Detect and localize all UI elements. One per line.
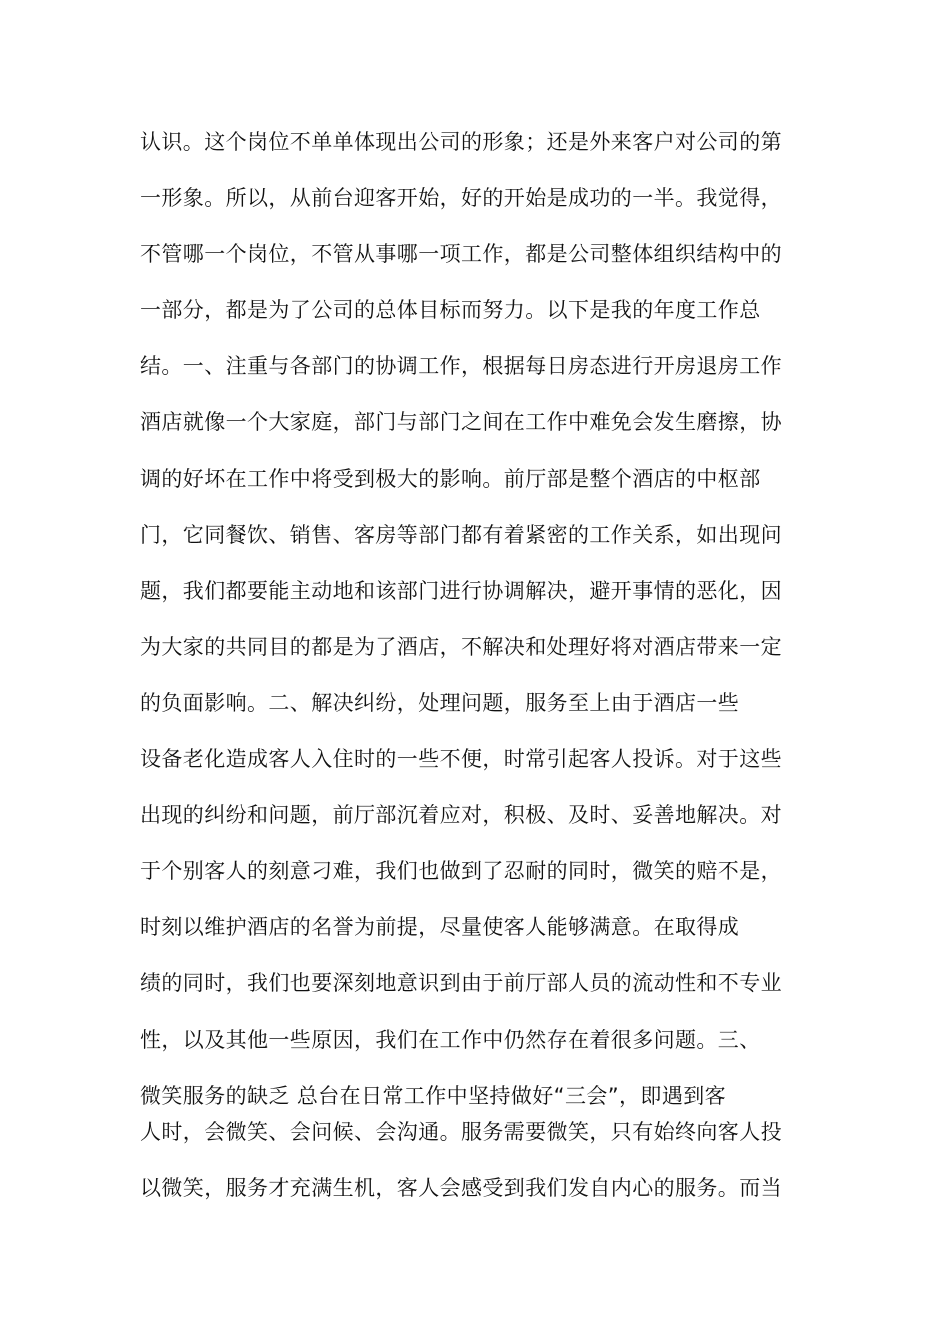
text-line: 不管哪一个岗位，不管从事哪一项工作，都是公司整体组织结构中的 bbox=[140, 242, 782, 267]
text-line: 一部分，都是为了公司的总体目标而努力。以下是我的年度工作总 bbox=[140, 298, 761, 323]
text-line: 绩的同时，我们也要深刻地意识到由于前厅部人员的流动性和不专业 bbox=[140, 971, 782, 996]
text-line: 为大家的共同目的都是为了酒店，不解决和处理好将对酒店带来一定 bbox=[140, 634, 782, 659]
text-line: 人时，会微笑、会问候、会沟通。服务需要微笑，只有始终向客人投 bbox=[140, 1119, 782, 1144]
text-line: 门，它同餐饮、销售、客房等部门都有着紧密的工作关系，如出现问 bbox=[140, 522, 782, 547]
text-line: 的负面影响。二、解决纠纷，处理问题，服务至上由于酒店一些 bbox=[140, 690, 740, 715]
text-line: 以微笑，服务才充满生机，客人会感受到我们发自内心的服务。而当 bbox=[140, 1175, 782, 1200]
text-line: 出现的纠纷和问题，前厅部沉着应对，积极、及时、妥善地解决。对 bbox=[140, 803, 782, 828]
text-line: 微笑服务的缺乏 总台在日常工作中坚持做好“三会”，即遇到客 bbox=[140, 1083, 727, 1108]
text-line: 认识。这个岗位不单单体现出公司的形象；还是外来客户对公司的第 bbox=[140, 130, 782, 154]
text-line: 酒店就像一个大家庭，部门与部门之间在工作中难免会发生磨擦，协 bbox=[140, 410, 782, 435]
body-text bbox=[140, 122, 840, 1224]
text-line: 性，以及其他一些原因，我们在工作中仍然存在着很多问题。三、 bbox=[140, 1027, 761, 1052]
text-line: 结。一、注重与各部门的协调工作，根据每日房态进行开房退房工作 bbox=[140, 354, 782, 379]
text-line: 调的好坏在工作中将受到极大的影响。前厅部是整个酒店的中枢部 bbox=[140, 466, 761, 491]
text-line: 一形象。所以，从前台迎客开始，好的开始是成功的一半。我觉得， bbox=[140, 186, 782, 211]
text-line: 时刻以维护酒店的名誉为前提，尽量使客人能够满意。在取得成 bbox=[140, 915, 740, 940]
text-line: 题，我们都要能主动地和该部门进行协调解决，避开事情的恶化，因 bbox=[140, 578, 782, 603]
text-line: 设备老化造成客人入住时的一些不便，时常引起客人投诉。对于这些 bbox=[140, 747, 782, 772]
text-line: 于个别客人的刻意刁难，我们也做到了忍耐的同时，微笑的赔不是， bbox=[140, 859, 782, 884]
